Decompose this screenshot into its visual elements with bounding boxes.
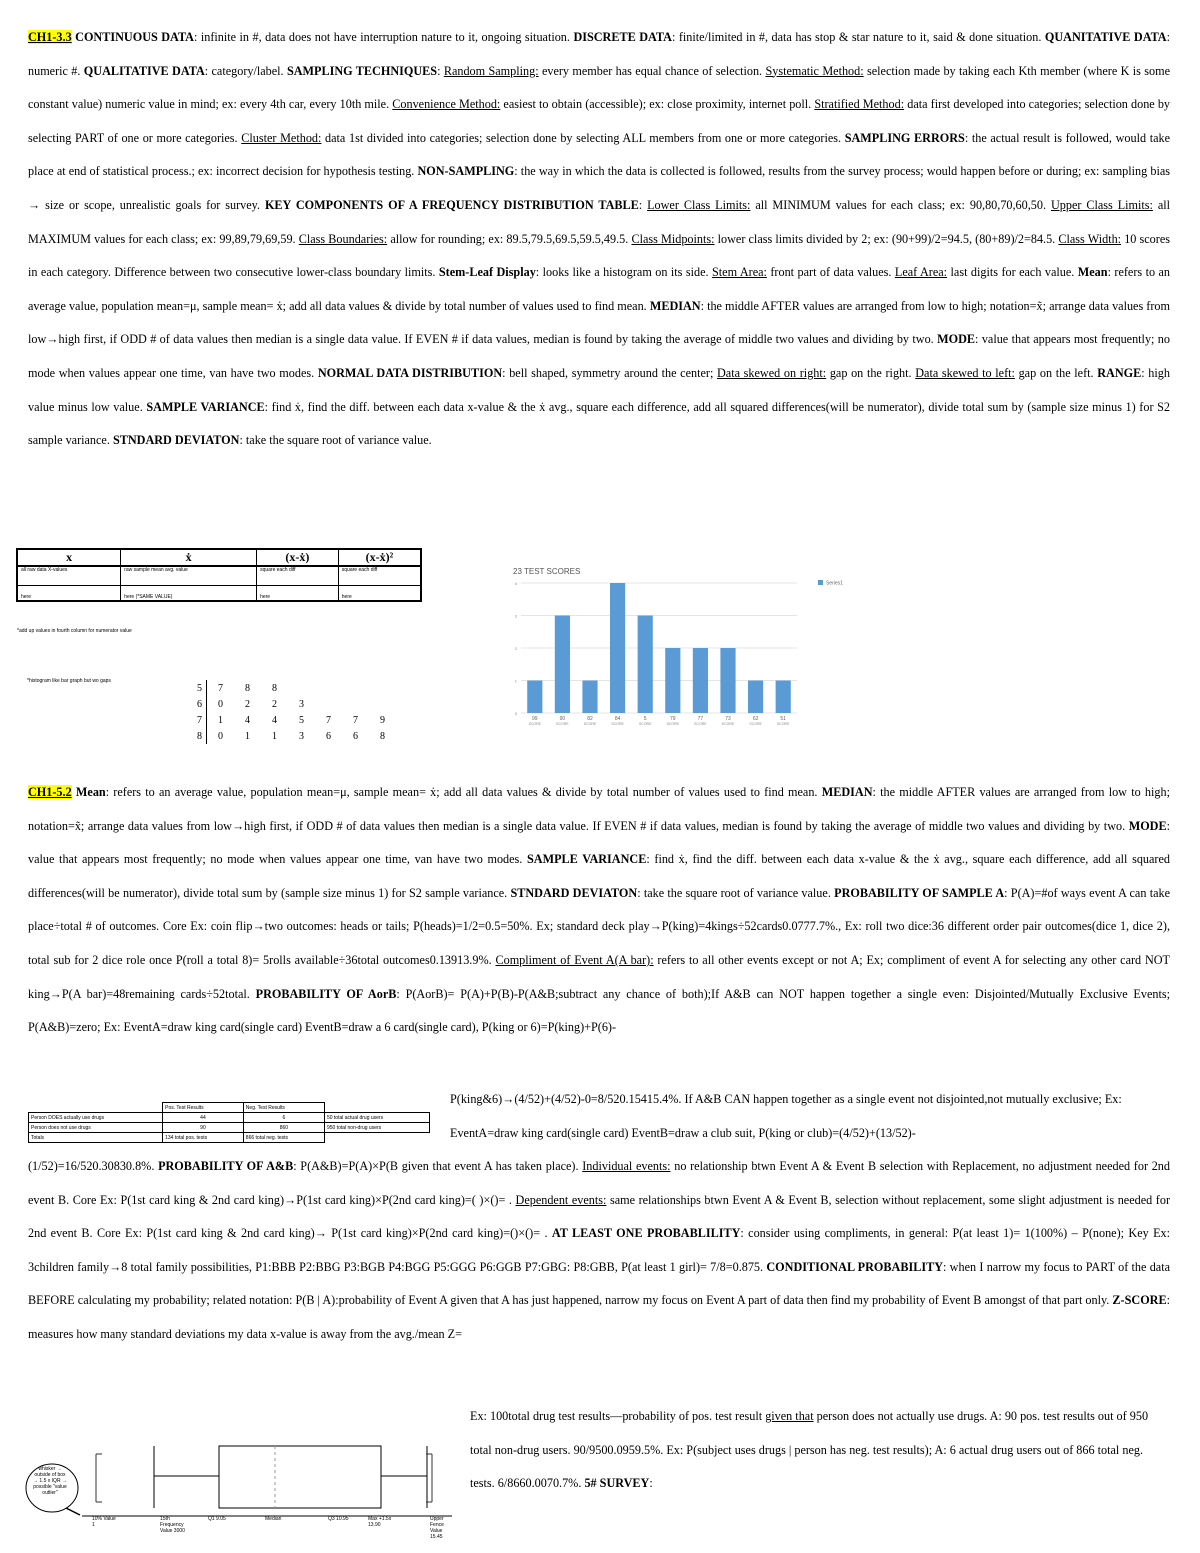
bar <box>555 616 570 714</box>
x-tick-label: 77 <box>697 716 704 722</box>
leaf-value: 2 <box>272 698 277 710</box>
bold-term: SAMPLE VARIANCE <box>146 399 265 414</box>
text-run: lower class limits divided by 2; ex: (90+99)/2=94.5, (80+89)/2=84.5. <box>714 231 1059 246</box>
cell: 134 total pos. tests <box>163 1133 244 1143</box>
section-ch1-3-3 <box>28 21 1170 458</box>
test-scores-bar-chart <box>505 563 865 738</box>
y-tick-label: 0 <box>514 711 517 716</box>
text-run: : numeric #. <box>28 30 1171 78</box>
col-header-pos: Pos. Test Results <box>163 1103 244 1113</box>
underlined-term: Compliment of Event A(A bar): <box>495 952 654 967</box>
text-run: 10 scores in each category. Difference between two consecutive lower-class boundary limits. <box>28 231 1170 280</box>
section2c-body <box>28 1159 1170 1341</box>
bold-term: AT LEAST ONE PROBABLILITY <box>551 1226 741 1241</box>
callout-pointer <box>66 1508 80 1515</box>
bold-term: Stem-Leaf Display <box>438 265 536 280</box>
cell: 860 <box>243 1123 324 1133</box>
leaf-value: 5 <box>299 714 304 726</box>
cell: here <box>338 586 421 602</box>
underlined-term: Leaf Area: <box>894 265 948 280</box>
leaf-value: 2 <box>245 698 250 710</box>
stem-leaf-row <box>188 680 396 696</box>
text-run: : take the square root of variance value. <box>239 433 432 448</box>
text-run: all MAXIMUM values for each class; ex: 99,89,79,69,59. <box>28 197 1171 246</box>
x-tick-label: 99 <box>532 716 538 722</box>
section3-body <box>470 1409 1148 1490</box>
text-run: data 1st divided into categories; selection done by selecting ALL members from one or more categories. <box>321 130 845 145</box>
leaf-value: 0 <box>218 730 223 742</box>
legend-label: Series1 <box>826 580 843 587</box>
underlined-term: Class Width: <box>1058 231 1122 246</box>
bold-term: Mean <box>71 785 106 799</box>
y-tick-label: 2 <box>514 646 517 651</box>
leaf-value: 8 <box>272 682 277 694</box>
cell: square each diff <box>257 566 339 586</box>
leaf-value <box>369 696 396 712</box>
bold-term: MEDIAN <box>821 785 873 799</box>
cell: 90 <box>163 1123 244 1133</box>
col-header-neg: Neg. Test Results <box>243 1103 324 1113</box>
x-tick-sublabel: SCORE <box>776 722 790 726</box>
bold-term: PROBABILITY OF SAMPLE A <box>834 885 1005 900</box>
leaf-value: 3 <box>299 730 304 742</box>
bar <box>720 648 735 713</box>
underlined-term: Random Sampling: <box>443 63 539 78</box>
bar <box>610 583 625 713</box>
section2-continued <box>450 1083 1168 1150</box>
boxplot-label: 10% Value 1 <box>92 1516 116 1528</box>
underlined-term: Data skewed to left: <box>915 365 1015 380</box>
stem-value: 7 <box>188 712 207 728</box>
boxplot-label: Upper Fence Value 15.45 <box>430 1516 444 1540</box>
cell: here <box>257 586 339 602</box>
text-run: every member has equal chance of selection. <box>538 63 766 78</box>
underlined-term: Stratified Method: <box>814 97 905 112</box>
text-run: : <box>638 197 648 212</box>
leaf-value: 1 <box>272 730 277 742</box>
text-run: person does not actually use drugs. A: 90 pos. test results out of 950 total non-drug users. 90/9500.0959.5%. Ex: P(subject uses drugs | person has neg. test results); A: 6 actual drug users out of 866 total neg. tests. 6/8660.0070.7%. <box>470 1409 1149 1491</box>
text-run: : the middle AFTER values are arranged from low to high; notation=x̃; arrange data values from low→high first, if ODD # of data values then median is a single data value. If EVEN # if data values, median is found by taking the average of middle two values and dividing by two. <box>28 298 1170 347</box>
text-run: easiest to obtain (accessible); ex: close proximity, internet poll. <box>500 97 815 112</box>
x-tick-label: 90 <box>559 716 566 722</box>
leaf-value <box>288 680 315 696</box>
bold-term: MEDIAN <box>649 298 701 313</box>
text-run: : P(A&B)=P(A)×P(B given that event A has taken place). <box>293 1159 583 1173</box>
bold-term: 5# SURVEY <box>584 1476 650 1491</box>
text-run: : find ẋ, find the diff. between each data x-value & the ẋ avg., square each difference, add all squared differences(will be numerator), divide total sum by (sample size minus 1) for S2 sample variance. <box>28 852 1170 900</box>
underlined-term: Stem Area: <box>712 265 767 280</box>
stem-leaf-row <box>188 712 396 728</box>
text-run: : value that appears most frequently; no mode when values appear one time, van have two modes. <box>28 332 1170 380</box>
stem-leaf-display <box>188 680 396 744</box>
leaf-value: 7 <box>218 682 223 694</box>
cell: 44 <box>163 1113 244 1123</box>
section2b-body <box>450 1092 1122 1140</box>
text-run: refers to all other events except or not A; Ex; compliment of event A for selecting any other card NOT king→P(A bar)=48remaining cards÷52total. <box>28 952 1171 1001</box>
text-run: : take the square root of variance value. <box>637 885 835 900</box>
text-run: : refers to an average value, population mean=μ, sample mean= ẋ; add all data values & divide by total number of values used to find mean. <box>105 785 822 799</box>
bar <box>582 681 597 714</box>
text-run: : when I narrow my focus to PART of the data BEFORE calculating my probability; related notation: P(B | A):probability of Event A given that A has just happened, narrow my focus on Event A part of data then find my probability of Event B amongst of that part only. <box>28 1259 1171 1308</box>
x-tick-sublabel: SCORE <box>721 722 735 726</box>
text-run: : consider using compliments, in general: P(at least 1)= 1(100%) – P(none); Key Ex: 3children family→8 total family possibilities, P1:BBB P2:BBG P3:BGB P4:BGG P5:GGG P6:GGB P7:GBG: P8:GBB, P(at least 1 girl)= 7/8=0.875. <box>28 1226 1171 1274</box>
cell <box>324 1133 429 1143</box>
cell: 950 total non-drug users <box>324 1123 429 1133</box>
leaf-value: 8 <box>245 682 250 694</box>
leaf-value <box>315 680 342 696</box>
bold-term: NON-SAMPLING <box>417 164 515 179</box>
box-plot-diagram <box>22 1440 452 1550</box>
leaf-value: 1 <box>218 714 223 726</box>
bold-term: PROBABILITY OF A&B <box>158 1159 294 1173</box>
cell <box>324 1103 429 1113</box>
cell: 6 <box>243 1113 324 1123</box>
cell <box>29 1103 163 1113</box>
underlined-term: Dependent events: <box>515 1192 607 1207</box>
x-tick-sublabel: SCORE <box>749 722 762 726</box>
underlined-term: Lower Class Limits: <box>647 197 751 212</box>
leaf-value: 8 <box>380 730 385 742</box>
x-tick-label: 51 <box>780 716 786 722</box>
bold-term: STNDARD DEVIATON <box>112 433 240 448</box>
bold-term: SAMPLE VARIANCE <box>527 852 647 867</box>
text-run: allow for rounding; ex: 89.5,79.5,69.5,59.5,49.5. <box>387 231 632 246</box>
text-run: front part of data values. <box>766 265 895 280</box>
underlined-term: Cluster Method: <box>241 130 322 145</box>
bar <box>527 681 542 714</box>
text-run: : looks like a histogram on its side. <box>535 265 713 280</box>
leaf-value <box>369 680 396 696</box>
section-drug-example <box>470 1400 1160 1501</box>
text-run: : P(AorB)= P(A)+P(B)-P(A&B;subtract any chance of both);If A&B can NOT happen together a single even: Disjointed/Mutually Exclusive Events; P(A&B)=zero; Ex: EventA=draw king card(single card) EventB=draw a 6 card(single card), P(king or 6)=P(king)+P(6)- <box>28 986 1170 1035</box>
y-tick-label: 3 <box>514 613 517 619</box>
text-run: : value that appears most frequently; no mode when values appear one time, van have two modes. <box>28 818 1170 867</box>
boxplot-callout-text: whisker → outside of box → 1.5 x IQR → possible "value outlier" <box>33 1466 67 1496</box>
bar <box>665 648 680 713</box>
leaf-value: 6 <box>353 730 358 742</box>
underlined-term: Class Midpoints: <box>631 231 715 246</box>
underlined-term: given that <box>765 1409 814 1423</box>
bold-term: MODE <box>1128 818 1167 833</box>
leaf-value: 0 <box>218 698 223 710</box>
leaf-value: 7 <box>326 714 331 726</box>
chart-title: 23 TEST SCORES <box>513 567 581 576</box>
text-run: : <box>437 63 444 78</box>
x-tick-label: 82 <box>587 716 593 722</box>
leaf-value: 4 <box>272 714 277 726</box>
col-header-xbar: ẋ <box>121 549 257 566</box>
stem-value: 6 <box>188 696 207 712</box>
cell: here <box>17 586 121 602</box>
section2-probability-ab <box>28 1150 1170 1352</box>
y-tick-label: 1 <box>514 678 517 684</box>
stem-leaf-note: *histogram like bar graph but wo gaps <box>27 678 111 684</box>
bold-term: MODE <box>937 332 976 347</box>
text-run: : <box>649 1476 653 1491</box>
cell: square each diff <box>338 566 421 586</box>
boxplot-label: Q3 10.95 <box>328 1516 349 1522</box>
bold-term: DISCRETE DATA <box>573 30 672 44</box>
leaf-value: 4 <box>245 714 250 726</box>
bold-term: PROBABILITY OF AorB <box>255 986 397 1001</box>
section-ch1-5-2 <box>28 776 1170 1045</box>
chapter-tag: CH1-5.2 <box>28 785 72 799</box>
y-tick-label: 4 <box>514 581 517 586</box>
cell: Person does not use drugs <box>29 1123 163 1133</box>
underlined-term: Convenience Method: <box>392 97 501 112</box>
text-run: gap on the left. <box>1014 365 1098 380</box>
x-tick-label: 5 <box>643 716 647 722</box>
bold-term: KEY COMPONENTS OF A FREQUENCY DISTRIBUTION TABLE <box>264 197 639 212</box>
x-tick-label: 73 <box>725 716 731 722</box>
text-run: all MINIMUM values for each class; ex: 90,80,70,60,50. <box>750 197 1051 212</box>
stem-leaf-row <box>188 696 396 712</box>
variance-table <box>16 548 422 602</box>
bold-term: SAMPLING ERRORS <box>844 130 965 145</box>
leaf-value <box>315 696 342 712</box>
bold-term: QUALITATIVE DATA <box>83 63 205 78</box>
text-run: : high value minus low value. <box>28 365 1170 414</box>
text-run: : refers to an average value, population mean=μ, sample mean= ẋ; add all data values & divide by total number of values used to find mean. <box>28 265 1171 313</box>
bold-term: RANGE <box>1097 365 1142 380</box>
leaf-value <box>342 696 369 712</box>
bold-term: QUANITATIVE DATA <box>1044 30 1167 44</box>
underlined-term: Data skewed on right: <box>717 365 827 380</box>
col-header-diff: (x-ẋ) <box>257 549 339 566</box>
cell: raw sample mean avg. value <box>121 566 257 586</box>
text-run: : measures how many standard deviations my data x-value is away from the avg./mean Z= <box>28 1293 1170 1341</box>
underlined-term: Systematic Method: <box>765 63 864 78</box>
section2-body <box>28 785 1170 1034</box>
leaf-value: 7 <box>353 714 358 726</box>
col-header-x: x <box>17 549 121 566</box>
bold-term: CONTINUOUS DATA <box>71 30 194 44</box>
bar <box>638 616 653 714</box>
text-run: last digits for each value. <box>947 265 1078 280</box>
text-run: selection made by taking each Kth member (where K is some constant value) numeric value in mind; ex: every 4th car, every 10th mile. <box>28 63 1171 112</box>
x-tick-label: 84 <box>614 716 621 722</box>
leaf-value: 9 <box>380 714 385 726</box>
x-tick-sublabel: SCORE <box>528 722 542 726</box>
drug-test-table <box>28 1102 430 1143</box>
leaf-value: 3 <box>299 698 304 710</box>
boxplot-label: Median <box>265 1516 282 1522</box>
bold-term: NORMAL DATA DISTRIBUTION <box>317 365 503 380</box>
text-run: : category/label. <box>204 63 287 78</box>
bar <box>693 648 708 713</box>
text-run: Ex: 100total drug test results—probability of pos. test result <box>470 1409 766 1423</box>
x-tick-sublabel: SCORE <box>694 722 707 726</box>
text-run: no relationship btwn Event A & Event B selection with Replacement, no adjustment needed for 2nd event B. Core Ex: P(1st card king & 2nd card king)→P(1st card king)×P(2nd card king)=( )×()= . <box>28 1159 1170 1207</box>
bold-term: Mean <box>1077 265 1108 280</box>
underlined-term: Upper Class Limits: <box>1050 197 1153 212</box>
text-run: : finite/limited in #, data has stop & star nature to it, said & done situation. <box>671 30 1045 44</box>
bar <box>776 681 791 714</box>
x-tick-sublabel: SCORE <box>666 722 680 726</box>
section1-body <box>28 30 1170 447</box>
cell: Person DOES actually use drugs <box>29 1113 163 1123</box>
stem-value: 8 <box>188 728 207 744</box>
text-run: : the actual result is followed, would take place at end of statistical process.; ex: incorrect decision for hypothesis testing. <box>28 130 1170 179</box>
boxplot-label: Max +1.5x 13.90 <box>368 1516 392 1528</box>
text-run: (1/52)=16/520.30830.8%. <box>28 1159 159 1173</box>
text-run: gap on the right. <box>826 365 916 380</box>
text-run: data first developed into categories; selection done by selecting PART of one or more categories. <box>28 97 1171 145</box>
chapter-tag: CH1-3.3 <box>28 30 72 44</box>
cell: Totals <box>29 1133 163 1143</box>
leaf-value: 1 <box>245 730 250 742</box>
bold-term: STNDARD DEVIATON <box>510 885 638 900</box>
text-run: : bell shaped, symmetry around the center; <box>502 365 717 380</box>
bold-term: SAMPLING TECHNIQUES <box>286 63 438 78</box>
x-tick-sublabel: SCORE <box>583 722 597 726</box>
leaf-value: 6 <box>326 730 331 742</box>
leaf-value <box>342 680 369 696</box>
cell: 50 total actual drug users <box>324 1113 429 1123</box>
text-run: : P(A)=#of ways event A can take place÷total # of outcomes. Core Ex: coin flip→two outcomes: heads or tails; P(heads)=1/2=0.5=50%. Ex; standard deck play→P(king)=4kings÷52cards0.0777.7%., Ex: roll two dice:36 different order pair outcomes(dice 1, dice 2), total sub for 2 dice role once P(roll a total 8)= 5rolls available÷36total outcomes0.13913.9%. <box>28 885 1170 967</box>
x-tick-sublabel: SCORE <box>638 722 652 726</box>
bold-term: CONDITIONAL PROBABILITY <box>766 1259 944 1274</box>
boxplot-label: 15th Frequency Value 3000 <box>160 1516 185 1534</box>
text-run: : infinite in #, data does not have interruption nature to it, ongoing situation. <box>193 30 574 44</box>
cell: all raw data X-values <box>17 566 121 586</box>
boxplot-label: Q1 9.05 <box>208 1516 226 1522</box>
x-tick-sublabel: SCORE <box>556 722 569 726</box>
x-tick-label: 79 <box>670 716 676 722</box>
legend-swatch <box>818 580 823 585</box>
text-run: : the middle AFTER values are arranged from low to high; notation=x̃; arrange data values from low→high first, if ODD # of data values then median is a single data value. If EVEN # if data values, median is found by taking the average of middle two values and dividing by two. <box>28 785 1170 833</box>
underlined-term: Class Boundaries: <box>298 231 388 246</box>
variance-table-note: *add up values in fourth column for numerator value <box>17 628 132 634</box>
box-iqr <box>219 1446 381 1508</box>
col-header-diff-squared: (x-ẋ)² <box>338 549 421 566</box>
stem-value: 5 <box>188 680 207 696</box>
text-run: P(king&6)→(4/52)+(4/52)-0=8/520.15415.4%. If A&B CAN happen together as a single event not disjointed,not mutually exclusive; Ex: EventA=draw king card(single card) EventB=draw a club suit, P(king or club)=(4/52)+(13/52)- <box>450 1092 1122 1140</box>
cell: 866 total neg. tests <box>243 1133 324 1143</box>
text-run: : the way in which the data is collected is followed, results from the survey process; would happen before or during; ex: sampling bias → size or scope, unrealistic goals for survey. <box>28 164 1170 212</box>
x-tick-label: 62 <box>752 716 759 722</box>
underlined-term: Individual events: <box>582 1159 671 1173</box>
stem-leaf-row <box>188 728 396 744</box>
text-run: same relationships btwn Event A & Event B, selection without replacement, some slight adjustment is needed for 2nd event B. Core Ex: P(1st card king & 2nd card king)→ P(1st card king)×P(2nd card king)=()×()= . <box>28 1192 1171 1241</box>
text-run: : find ẋ, find the diff. between each data x-value & the ẋ avg., square each difference, add all squared differences(will be numerator), divide total sum by (sample size minus 1) for S2 sample variance. <box>28 399 1170 448</box>
cell: here (*SAME VALUE) <box>121 586 257 602</box>
x-tick-sublabel: SCORE <box>611 722 624 726</box>
bold-term: Z-SCORE <box>1112 1293 1167 1308</box>
bar <box>748 681 763 714</box>
